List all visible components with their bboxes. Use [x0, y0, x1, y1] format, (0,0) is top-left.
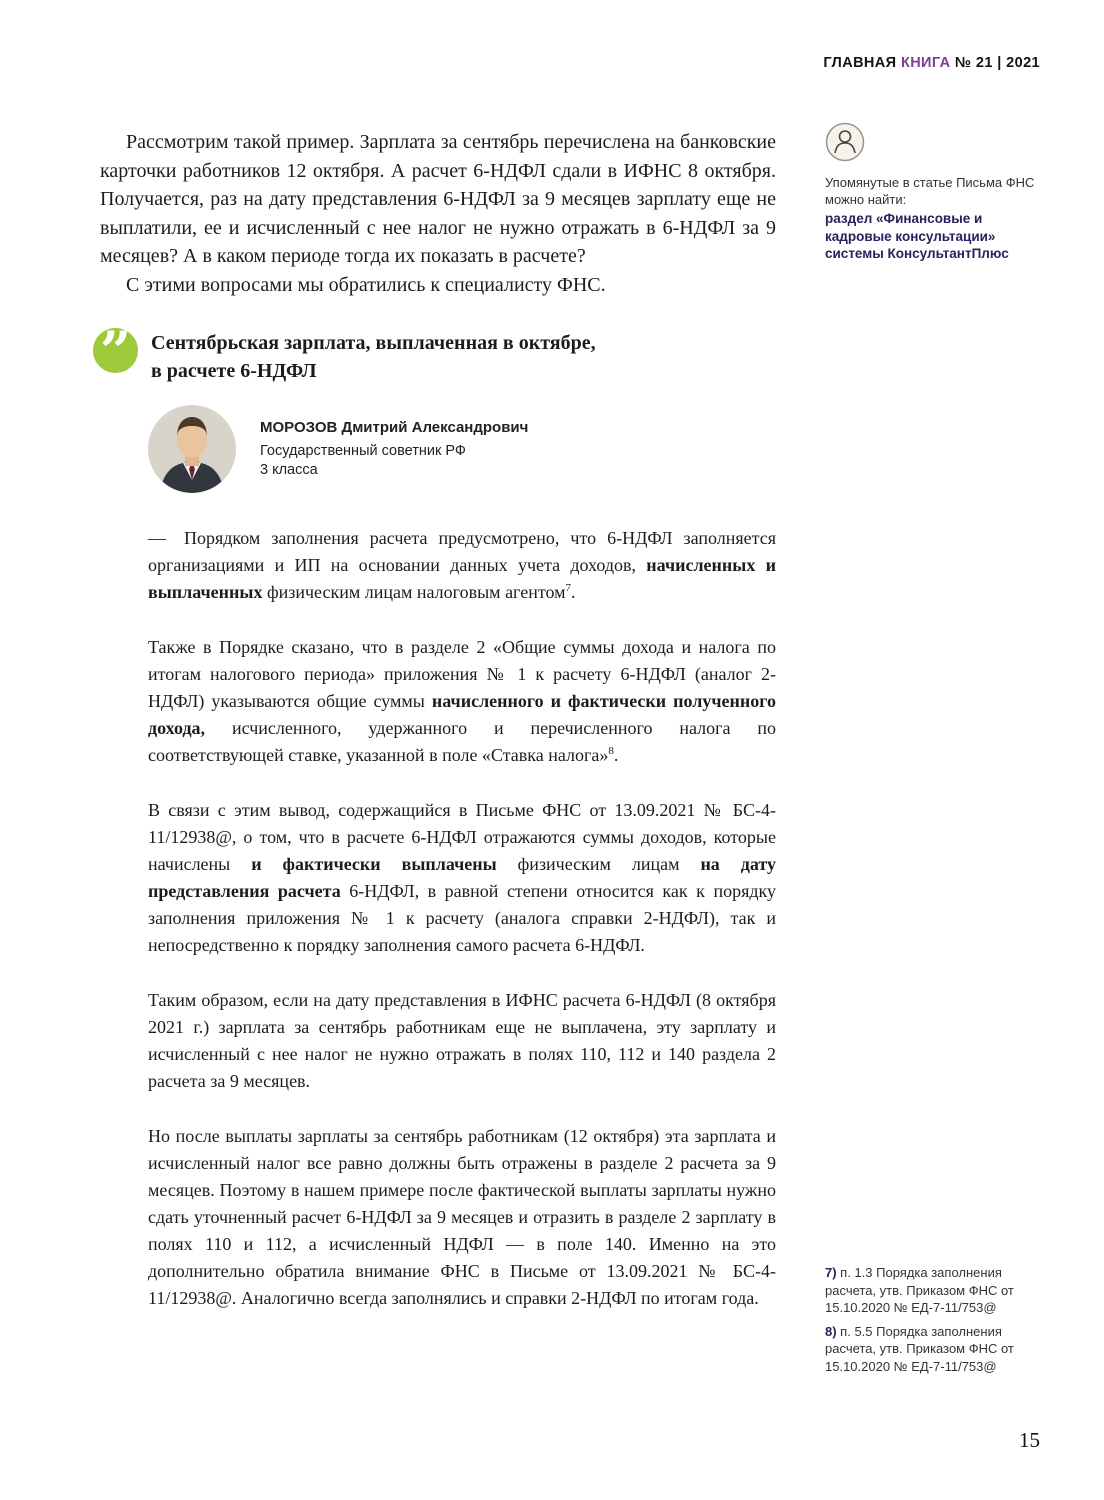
consultant-stamp-icon [825, 122, 865, 162]
issue-number: № 21 | 2021 [954, 55, 1040, 71]
expert-card [148, 405, 776, 493]
expert-quote-section [99, 318, 776, 1312]
footnote-8-marker: 8) [825, 1323, 837, 1339]
footnote-ref-7: 7 [565, 582, 571, 594]
answer-paragraph-3: В связи с этим вывод, содержащийся в Письме ФНС от 13.09.2021 № БС-4-11/12938@, о том, что в расчете 6-НДФЛ отражаются суммы доходов, которые начислены и фактически выплачены физическим лицам на дату представления расчета 6-НДФЛ, в равной степени относится как к порядку заполнения приложения № 1 к расчету (аналога справки 2-НДФЛ), так и непосредственно к порядку заполнения самого расчета 6-НДФЛ. [148, 800, 776, 955]
section-title-line2: в расчете 6-НДФЛ [151, 360, 317, 382]
quote-icon: ” [93, 328, 138, 373]
magazine-brand [823, 55, 1040, 71]
sidebar-reference-note [825, 122, 1043, 263]
page-number: 15 [1019, 1428, 1040, 1452]
expert-title-2: 3 класса [260, 462, 318, 478]
footnote-7-marker: 7) [825, 1265, 837, 1280]
answer-paragraph-2: Также в Порядке сказано, что в разделе 2 «Общие суммы дохода и налога по итогам налогового периода» приложения № 1 к расчету 6-НДФЛ (аналог 2-НДФЛ) указываются общие суммы начисленного и фактически полученного дохода, исчисленного, удержанного и перечисленного налога по соответствующей ставке, указанной в поле «Ставка налога»$^8$. [148, 637, 776, 765]
expert-portrait-illustration [148, 405, 236, 493]
quote-header [93, 318, 776, 385]
main-column [100, 128, 776, 1312]
expert-name: МОРОЗОВ Дмитрий Александрович [260, 419, 529, 436]
footnotes-block [825, 1264, 1043, 1381]
brand-purple: КНИГА [900, 55, 951, 71]
expert-photo [148, 405, 236, 493]
footnote-7: 7) п. 1.3 Порядка заполнения расчета, утв. Приказом ФНС от 15.10.2020 № ЕД-7-11/753@ [825, 1265, 1014, 1315]
sidebar-note-intro: Упомянутые в статье Письма ФНС можно найти: [825, 175, 1035, 207]
section-title-line1: Сентябрьская зарплата, выплаченная в октябре, [151, 332, 596, 354]
expert-title-1: Государственный советник РФ [260, 443, 466, 459]
section-title [151, 329, 596, 385]
intro-paragraph-1: Рассмотрим такой пример. Зарплата за сентябрь перечислена на банковские карточки работников 12 октября. А расчет 6-НДФЛ сдали в ИФНС 8 октября. Получается, раз на дату представления 6-НДФЛ за 9 месяцев зарплату еще не выплатили, ее и исчисленный с нее налог не нужно отражать в 6-НДФЛ за 9 месяцев? А в каком периоде тогда их показать в расчете? [100, 131, 776, 267]
brand-black: ГЛАВНАЯ [823, 55, 897, 71]
answer-paragraph-1: — Порядком заполнения расчета предусмотрено, что 6-НДФЛ заполняется организациями и ИП на основании данных учета доходов, начисленных и выплаченных физическим лицам налоговым агентом$^7$. [148, 528, 776, 602]
footnote-ref-8: 8 [608, 745, 614, 757]
answer-paragraph-5: Но после выплаты зарплаты за сентябрь работникам (12 октября) эта зарплата и исчисленный налог все равно должны быть отражены в разделе 2 расчета за 9 месяцев. Поэтому в нашем примере после фактической выплаты зарплаты нужно сдать уточненный расчет 6-НДФЛ за 9 месяцев и отразить в разделе 2 зарплату в полях 110 и 112, а исчисленный НДФЛ — в поле 140. Именно на это дополнительно обратила внимание ФНС в Письме от 13.09.2021 № БС-4-11/12938@. Аналогично всегда заполнялись и справки 2-НДФЛ по итогам года. [148, 1126, 776, 1308]
answer-paragraph-4: Таким образом, если на дату представления в ИФНС расчета 6-НДФЛ (8 октября 2021 г.) зарплата за сентябрь работникам еще не выплачена, эту зарплату и исчисленный с нее налог не нужно отражать в полях 110, 112 и 140 раздела 2 расчета за 9 месяцев. [148, 990, 776, 1091]
intro-paragraph-2: С этими вопросами мы обратились к специалисту ФНС. [126, 273, 606, 296]
expert-answer [148, 525, 776, 1312]
sidebar-note-link-text[interactable]: раздел «Финансовые и кадровые консультации» системы КонсультантПлюс [825, 211, 1009, 261]
expert-info [260, 418, 528, 480]
footnote-8: 8) п. 5.5 Порядка заполнения расчета, утв. Приказом ФНС от 15.10.2020 № ЕД-7-11/753@ [825, 1323, 1014, 1374]
